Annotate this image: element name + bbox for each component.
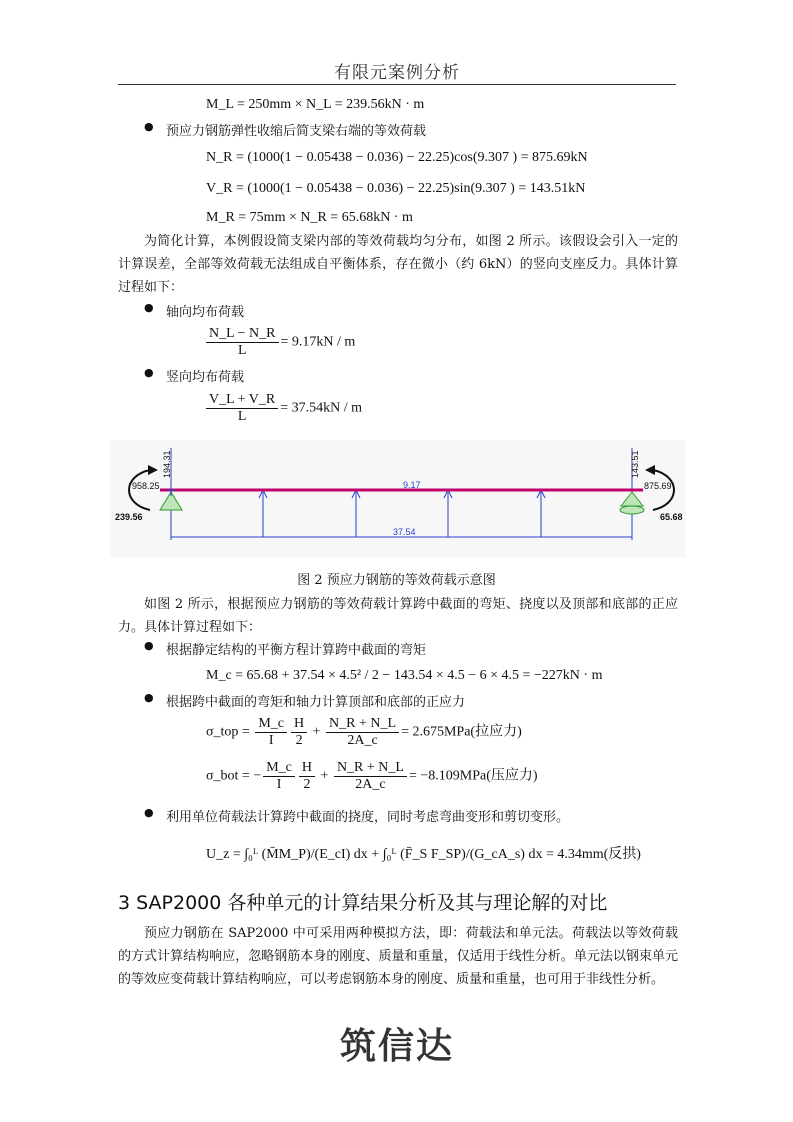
eq-NR: N_R = (1000(1 − 0.05438 − 0.036) − 22.25)cos(9.307 ) = 875.69kN [206, 150, 588, 165]
figure-caption: 图 2 预应力钢筋的等效荷载示意图 [297, 573, 496, 588]
axial-rhs: = 9.17kN / m [280, 334, 356, 350]
axial-denominator: L [237, 343, 247, 358]
page-header-title: 有限元案例分析 [334, 63, 460, 83]
header-rule [118, 84, 676, 85]
vertical-denominator: L [237, 409, 247, 424]
right-moment-label: 875.69 [644, 481, 672, 491]
bullet-axial-load: ● 轴向均布荷载 [148, 301, 244, 320]
bullet-right-end-load: ● 预应力钢筋弹性收缩后简支梁右端的等效荷载 [148, 120, 426, 139]
eq-vertical-load [204, 392, 362, 425]
vertical-numerator: V_L + V_R [206, 392, 278, 409]
footer-logo: 筑信达 [340, 1026, 455, 1067]
bullet-vertical-load: ● 竖向均布荷载 [148, 366, 244, 385]
bullet-midspan-moment: ● 根据静定结构的平衡方程计算跨中截面的弯矩 [148, 639, 426, 658]
eq-sigma-top: σ_top = $\frac{M\_c}{I}$ $\frac{H}{2}$ + $\frac{N\_R + N\_L}{2A\_c}$ = 2.675MPa(拉应力) [206, 716, 522, 748]
sigma-bot-lhs: σ_bot = − [206, 768, 262, 784]
bullet-deflection: ● 利用单位荷载法计算跨中截面的挠度，同时考虑弯曲变形和剪切变形。 [148, 806, 569, 825]
eq-MR: M_R = 75mm × N_R = 65.68kN · m [206, 210, 413, 225]
axial-numerator: N_L − N_R [206, 326, 279, 343]
eq-axial-load [204, 326, 355, 359]
eq-Uz: U_z = ∫₀ᴸ (M̄M_P)/(E_cI) dx + ∫₀ᴸ (F̄_S F_SP)/(G_cA_s) dx = 4.34mm(反拱) [206, 847, 641, 862]
section-heading: 3 SAP2000 各种单元的计算结果分析及其与理论解的对比 [118, 892, 608, 914]
right-vertical-label: 143.51 [630, 450, 640, 478]
vertical-rhs: = 37.54kN / m [280, 400, 363, 416]
eq-VR: V_R = (1000(1 − 0.05438 − 0.036) − 22.25)sin(9.307 ) = 143.51kN [206, 181, 586, 196]
right-support-moment-label: 65.68 [660, 512, 683, 522]
vertical-load-label: 37.54 [393, 527, 416, 537]
paragraph-midspan: 如图 2 所示，根据预应力钢筋的等效荷载计算跨中截面的弯矩、挠度以及顶部和底部的正应力。具体计算过程如下： [118, 597, 678, 635]
sigma-bot-rhs: = −8.109MPa(压应力) [408, 768, 538, 784]
eq-ML: M_L = 250mm × N_L = 239.56kN · m [206, 97, 425, 112]
eq-Mc: M_c = 65.68 + 37.54 × 4.5² / 2 − 143.54 × 4.5 − 6 × 4.5 = −227kN · m [206, 668, 603, 683]
eq-sigma-bot: σ_bot = − $\frac{M\_c}{I}$ $\frac{H}{2}$ + $\frac{N\_R + N\_L}{2A\_c}$ = −8.109MPa(压应力) [206, 760, 538, 792]
left-moment-label: 958.25 [132, 481, 160, 491]
axial-load-label: 9.17 [403, 480, 421, 490]
bullet-normal-stress: ● 根据跨中截面的弯矩和轴力计算顶部和底部的正应力 [148, 691, 465, 710]
equivalent-load-diagram [110, 440, 686, 558]
sigma-top-rhs: = 2.675MPa(拉应力) [401, 724, 522, 740]
left-support-moment-label: 239.56 [115, 512, 143, 522]
sigma-top-lhs: σ_top = [206, 724, 254, 740]
left-vertical-label: 194.31 [162, 450, 172, 478]
paragraph-simplification: 为简化计算，本例假设简支梁内部的等效荷载均匀分布，如图 2 所示。该假设会引入一定的计算误差，全部等效荷载无法组成自平衡体系，存在微小（约 6kN）的竖向支座反力。具体计算过程如下： [118, 234, 678, 295]
paragraph-sap2000-methods: 预应力钢筋在 SAP2000 中可采用两种模拟方法，即：荷载法和单元法。荷载法以等效荷载的方式计算结构响应，忽略钢筋本身的刚度、质量和重量，仅适用于线性分析。单元法以钢束单元的等效应变荷载计算结构响应，可以考虑钢筋本身的刚度、质量和重量，也可用于非线性分析。 [118, 926, 678, 987]
